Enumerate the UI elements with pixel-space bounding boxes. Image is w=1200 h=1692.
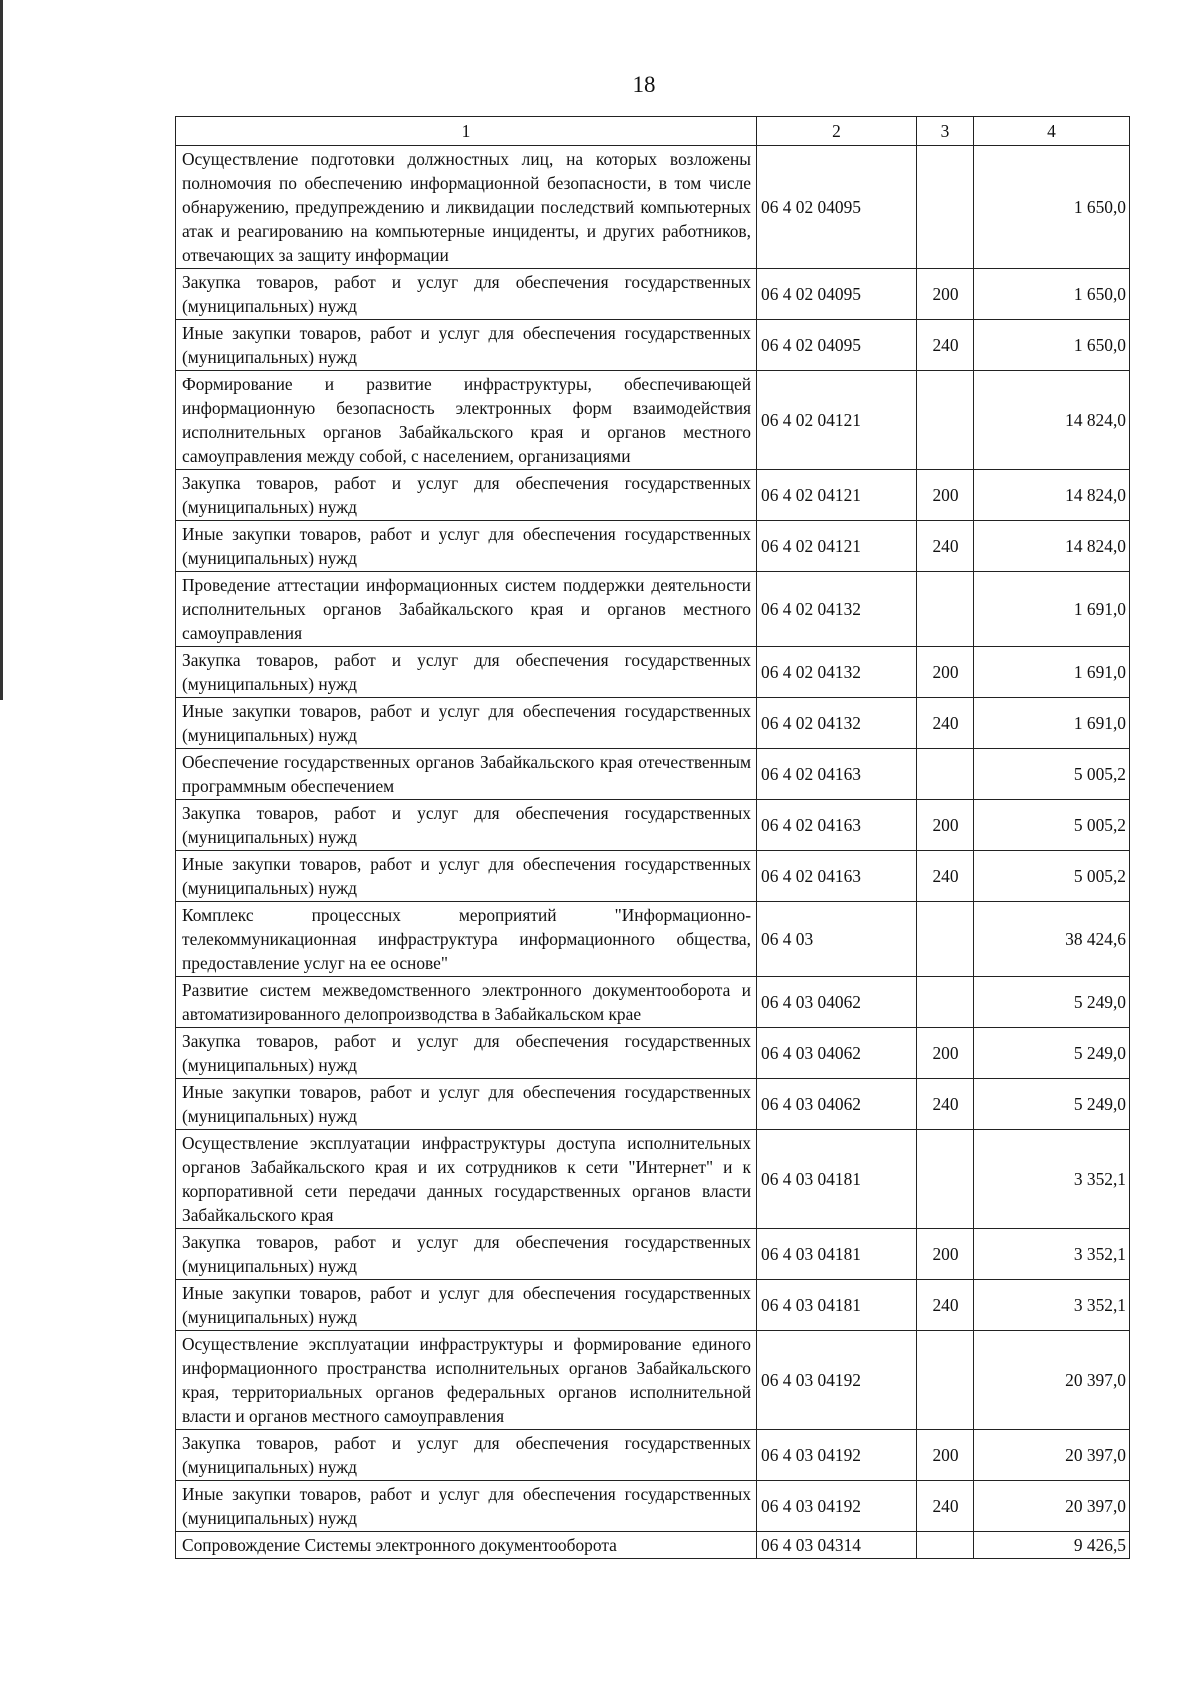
- row-amount-cell: 5 005,2: [974, 800, 1130, 851]
- row-code-cell: 06 4 02 04163: [757, 851, 917, 902]
- row-amount-cell: 14 824,0: [974, 470, 1130, 521]
- row-amount-cell: 14 824,0: [974, 521, 1130, 572]
- table-row: [176, 1532, 1130, 1559]
- row-amount-cell: 5 249,0: [974, 977, 1130, 1028]
- row-code-cell: 06 4 03 04062: [757, 1079, 917, 1130]
- row-code-cell: 06 4 03 04192: [757, 1430, 917, 1481]
- row-name-cell: Иные закупки товаров, работ и услуг для обеспечения государственных (муниципальных) нужд: [176, 851, 757, 902]
- row-amount-cell: 20 397,0: [974, 1331, 1130, 1430]
- table-row: [176, 1079, 1130, 1130]
- row-amount-cell: 14 824,0: [974, 371, 1130, 470]
- row-amount-cell: 1 691,0: [974, 698, 1130, 749]
- row-expense-type-cell: [917, 749, 974, 800]
- row-code-cell: 06 4 02 04132: [757, 698, 917, 749]
- row-expense-type-cell: 200: [917, 1229, 974, 1280]
- row-amount-cell: 9 426,5: [974, 1532, 1130, 1559]
- row-amount-cell: 20 397,0: [974, 1430, 1130, 1481]
- row-amount-cell: 38 424,6: [974, 902, 1130, 977]
- row-name-cell: Иные закупки товаров, работ и услуг для обеспечения государственных (муниципальных) нужд: [176, 1481, 757, 1532]
- table-row: [176, 698, 1130, 749]
- page-number: 18: [632, 72, 656, 97]
- table-row: [176, 1280, 1130, 1331]
- row-code-cell: 06 4 03 04314: [757, 1532, 917, 1559]
- table-row: [176, 1430, 1130, 1481]
- row-code-cell: 06 4 03 04062: [757, 1028, 917, 1079]
- row-code-cell: 06 4 02 04132: [757, 647, 917, 698]
- row-expense-type-cell: 200: [917, 269, 974, 320]
- row-name-cell: Иные закупки товаров, работ и услуг для обеспечения государственных (муниципальных) нужд: [176, 320, 757, 371]
- row-name-cell: Обеспечение государственных органов Забайкальского края отечественным программным обеспечением: [176, 749, 757, 800]
- row-name-cell: Осуществление эксплуатации инфраструктуры доступа исполнительных органов Забайкальского края и их сотрудников к сети "Интернет" и к корпоративной сети передачи данных государственных органов власти Забайкальского края: [176, 1130, 757, 1229]
- table-row: [176, 647, 1130, 698]
- row-name-cell: Сопровождение Системы электронного документооборота: [176, 1532, 757, 1559]
- table-row: [176, 320, 1130, 371]
- row-expense-type-cell: 240: [917, 320, 974, 371]
- row-code-cell: 06 4 02 04163: [757, 800, 917, 851]
- row-code-cell: 06 4 02 04095: [757, 320, 917, 371]
- row-amount-cell: 1 650,0: [974, 320, 1130, 371]
- row-code-cell: 06 4 03 04181: [757, 1229, 917, 1280]
- table-row: [176, 572, 1130, 647]
- row-name-cell: Формирование и развитие инфраструктуры, обеспечивающей информационную безопасность электронных форм взаимодействия исполнительных органов Забайкальского края и органов местного самоуправления между собой, с населением, организациями: [176, 371, 757, 470]
- row-name-cell: Закупка товаров, работ и услуг для обеспечения государственных (муниципальных) нужд: [176, 269, 757, 320]
- row-code-cell: 06 4 03 04062: [757, 977, 917, 1028]
- row-code-cell: 06 4 03: [757, 902, 917, 977]
- row-code-cell: 06 4 03 04192: [757, 1481, 917, 1532]
- table-row: [176, 1331, 1130, 1430]
- row-expense-type-cell: [917, 1130, 974, 1229]
- column-header-3: 3: [917, 117, 974, 146]
- table-row: [176, 977, 1130, 1028]
- table-row: [176, 1028, 1130, 1079]
- row-amount-cell: 20 397,0: [974, 1481, 1130, 1532]
- row-name-cell: Осуществление эксплуатации инфраструктуры и формирование единого информационного пространства исполнительных органов Забайкальского края, территориальных органов федеральных органов исполнительной власти и органов местного самоуправления: [176, 1331, 757, 1430]
- table-row: [176, 371, 1130, 470]
- row-expense-type-cell: 240: [917, 1079, 974, 1130]
- row-name-cell: Иные закупки товаров, работ и услуг для обеспечения государственных (муниципальных) нужд: [176, 1280, 757, 1331]
- row-amount-cell: 3 352,1: [974, 1280, 1130, 1331]
- row-name-cell: Закупка товаров, работ и услуг для обеспечения государственных (муниципальных) нужд: [176, 470, 757, 521]
- table-row: [176, 749, 1130, 800]
- budget-table: [175, 116, 1130, 1559]
- row-amount-cell: 5 249,0: [974, 1079, 1130, 1130]
- row-expense-type-cell: 200: [917, 1028, 974, 1079]
- column-header-4: 4: [974, 117, 1130, 146]
- scan-edge-shadow: [0, 0, 3, 700]
- table-row: [176, 1130, 1130, 1229]
- row-name-cell: Развитие систем межведомственного электронного документооборота и автоматизированного делопроизводства в Забайкальском крае: [176, 977, 757, 1028]
- row-expense-type-cell: [917, 1532, 974, 1559]
- column-header-2: 2: [757, 117, 917, 146]
- table-row: [176, 902, 1130, 977]
- table-row: [176, 146, 1130, 269]
- row-amount-cell: 1 650,0: [974, 146, 1130, 269]
- row-code-cell: 06 4 02 04121: [757, 371, 917, 470]
- row-amount-cell: 3 352,1: [974, 1229, 1130, 1280]
- row-expense-type-cell: [917, 572, 974, 647]
- row-name-cell: Иные закупки товаров, работ и услуг для обеспечения государственных (муниципальных) нужд: [176, 1079, 757, 1130]
- row-expense-type-cell: 200: [917, 647, 974, 698]
- row-amount-cell: 1 691,0: [974, 647, 1130, 698]
- row-name-cell: Закупка товаров, работ и услуг для обеспечения государственных (муниципальных) нужд: [176, 647, 757, 698]
- row-expense-type-cell: 240: [917, 521, 974, 572]
- budget-table-body: [176, 117, 1130, 1559]
- row-amount-cell: 1 650,0: [974, 269, 1130, 320]
- row-name-cell: Проведение аттестации информационных систем поддержки деятельности исполнительных органов Забайкальского края и органов местного самоуправления: [176, 572, 757, 647]
- row-name-cell: Иные закупки товаров, работ и услуг для обеспечения государственных (муниципальных) нужд: [176, 521, 757, 572]
- row-amount-cell: 3 352,1: [974, 1130, 1130, 1229]
- row-amount-cell: 1 691,0: [974, 572, 1130, 647]
- row-expense-type-cell: [917, 1331, 974, 1430]
- table-row: [176, 1229, 1130, 1280]
- row-expense-type-cell: [917, 146, 974, 269]
- row-amount-cell: 5 005,2: [974, 851, 1130, 902]
- table-row: [176, 521, 1130, 572]
- table-row: [176, 800, 1130, 851]
- row-expense-type-cell: [917, 902, 974, 977]
- row-expense-type-cell: 200: [917, 470, 974, 521]
- row-expense-type-cell: 200: [917, 1430, 974, 1481]
- row-name-cell: Комплекс процессных мероприятий "Информационно-телекоммуникационная инфраструктура информационного общества, предоставление услуг на ее основе": [176, 902, 757, 977]
- row-name-cell: Закупка товаров, работ и услуг для обеспечения государственных (муниципальных) нужд: [176, 1430, 757, 1481]
- row-name-cell: Закупка товаров, работ и услуг для обеспечения государственных (муниципальных) нужд: [176, 800, 757, 851]
- row-code-cell: 06 4 02 04121: [757, 521, 917, 572]
- row-code-cell: 06 4 03 04192: [757, 1331, 917, 1430]
- row-name-cell: Закупка товаров, работ и услуг для обеспечения государственных (муниципальных) нужд: [176, 1028, 757, 1079]
- row-name-cell: Осуществление подготовки должностных лиц, на которых возложены полномочия по обеспечению информационной безопасности, в том числе обнаружению, предупреждению и ликвидации последствий компьютерных атак и реагированию на компьютерные инциденты, и других работников, отвечающих за защиту информации: [176, 146, 757, 269]
- table-header-row: [176, 117, 1130, 146]
- row-code-cell: 06 4 02 04095: [757, 146, 917, 269]
- row-code-cell: 06 4 02 04121: [757, 470, 917, 521]
- table-row: [176, 1481, 1130, 1532]
- row-code-cell: 06 4 02 04095: [757, 269, 917, 320]
- row-code-cell: 06 4 02 04132: [757, 572, 917, 647]
- table-row: [176, 470, 1130, 521]
- row-expense-type-cell: 240: [917, 1481, 974, 1532]
- table-row: [176, 851, 1130, 902]
- column-header-1: 1: [176, 117, 757, 146]
- table-row: [176, 269, 1130, 320]
- row-name-cell: Закупка товаров, работ и услуг для обеспечения государственных (муниципальных) нужд: [176, 1229, 757, 1280]
- row-code-cell: 06 4 03 04181: [757, 1280, 917, 1331]
- row-code-cell: 06 4 03 04181: [757, 1130, 917, 1229]
- row-amount-cell: 5 249,0: [974, 1028, 1130, 1079]
- row-expense-type-cell: [917, 371, 974, 470]
- row-expense-type-cell: 240: [917, 851, 974, 902]
- row-expense-type-cell: [917, 977, 974, 1028]
- row-expense-type-cell: 240: [917, 698, 974, 749]
- row-name-cell: Иные закупки товаров, работ и услуг для обеспечения государственных (муниципальных) нужд: [176, 698, 757, 749]
- row-code-cell: 06 4 02 04163: [757, 749, 917, 800]
- row-expense-type-cell: 240: [917, 1280, 974, 1331]
- row-amount-cell: 5 005,2: [974, 749, 1130, 800]
- row-expense-type-cell: 200: [917, 800, 974, 851]
